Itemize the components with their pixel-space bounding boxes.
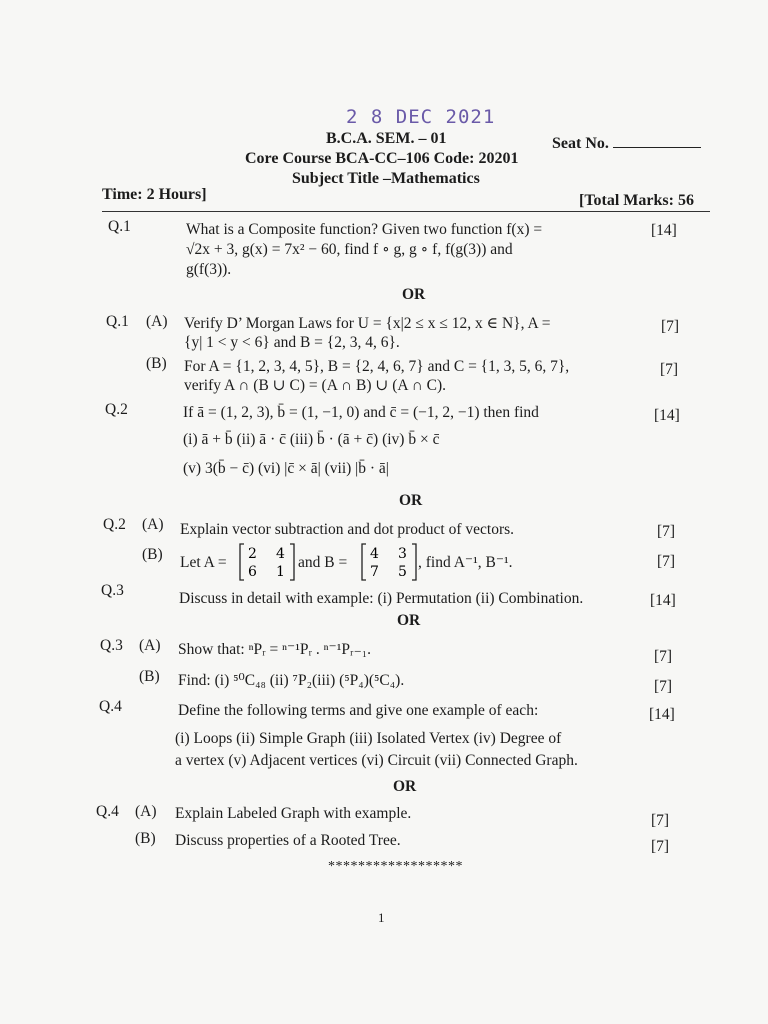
q2-alt-b-post: , find A⁻¹, B⁻¹. — [418, 554, 513, 571]
q4-alt-a-marks: [7] — [651, 812, 670, 829]
q4-line3: a vertex (v) Adjacent vertices (vi) Circuit (vii) Connected Graph. — [175, 752, 578, 769]
q4-alt-b-marks: [7] — [651, 838, 670, 855]
q1-number: Q.1 — [108, 218, 131, 235]
q1-alt-number: Q.1 — [106, 313, 129, 330]
q3-alt-a-label: (A) — [139, 637, 161, 654]
q2-line1: If ā = (1, 2, 3), b̄ = (1, −1, 0) and c̄ = (−1, 2, −1) then find — [183, 404, 539, 421]
or-separator-3: OR — [397, 612, 421, 629]
q1-alt-a-line1: Verify D’ Morgan Laws for U = {x|2 ≤ x ≤ 12, x ∈ N}, A = — [184, 315, 551, 332]
q4-marks: [14] — [649, 706, 675, 723]
q3-alt-a-marks: [7] — [654, 648, 673, 665]
q2-number: Q.2 — [105, 401, 128, 418]
q2-alt-b-label: (B) — [142, 546, 163, 563]
or-separator-4: OR — [393, 778, 417, 795]
matrix-b — [360, 541, 418, 583]
q1-alt-b-marks: [7] — [660, 361, 679, 378]
q3-number: Q.3 — [101, 582, 124, 599]
end-of-paper-stars: ****************** — [328, 859, 463, 874]
page-number: 1 — [378, 910, 385, 925]
matrix-b-cell-11: 4 — [370, 546, 379, 562]
q3-text: Discuss in detail with example: (i) Permutation (ii) Combination. — [179, 590, 584, 607]
q3-alt-number: Q.3 — [100, 637, 123, 654]
q3-marks: [14] — [650, 592, 676, 609]
q1-line2: √2x + 3, g(x) = 7x² − 60, find f ∘ g, g ∘ f, f(g(3)) and — [186, 241, 513, 258]
subject-title: Subject Title –Mathematics — [292, 170, 480, 187]
q1-alt-b-label: (B) — [146, 355, 167, 372]
matrix-a — [238, 541, 296, 583]
matrix-a-cell-12: 4 — [276, 546, 285, 562]
q2-alt-b-pre: Let A = — [180, 554, 227, 571]
q2-alt-a-label: (A) — [142, 516, 164, 533]
total-marks: [Total Marks: 56 — [579, 192, 694, 209]
matrix-a-cell-21: 6 — [248, 564, 257, 580]
q2-marks: [14] — [654, 407, 680, 424]
matrix-b-cell-21: 7 — [370, 564, 379, 580]
q3-alt-b-label: (B) — [139, 668, 160, 685]
q4-alt-a-text: Explain Labeled Graph with example. — [175, 805, 412, 822]
q4-line2: (i) Loops (ii) Simple Graph (iii) Isolated Vertex (iv) Degree of — [175, 730, 562, 747]
or-separator-2: OR — [399, 492, 423, 509]
time-allowed: Time: 2 Hours] — [102, 186, 207, 203]
q2-alt-a-text: Explain vector subtraction and dot product of vectors. — [180, 521, 515, 538]
matrix-a-cell-22: 1 — [276, 564, 285, 580]
q2-alt-a-marks: [7] — [657, 523, 676, 540]
q2-alt-b-mid: and B = — [298, 554, 348, 571]
q4-alt-b-text: Discuss properties of a Rooted Tree. — [175, 832, 401, 849]
q3-alt-b-text: Find: (i) ⁵⁰C₄₈ (ii) ⁷P₂(iii) (⁵P₄)(⁵C₄). — [178, 672, 405, 689]
matrix-b-cell-12: 3 — [398, 546, 407, 562]
q1-line1: What is a Composite function? Given two function f(x) = — [186, 221, 543, 238]
q2-alt-number: Q.2 — [103, 516, 126, 533]
date-stamp: 2 8 DEC 2021 — [346, 106, 496, 128]
matrix-b-cell-22: 5 — [398, 564, 407, 580]
header-divider — [102, 211, 710, 212]
q1-alt-a-marks: [7] — [661, 318, 680, 335]
course-line: Core Course BCA-CC–106 Code: 20201 — [245, 150, 519, 167]
matrix-a-cell-11: 2 — [248, 546, 257, 562]
or-separator-1: OR — [402, 286, 426, 303]
q1-alt-b-line2: verify A ∩ (B ∪ C) = (A ∩ B) ∪ (A ∩ C). — [184, 377, 447, 394]
q4-alt-a-label: (A) — [135, 803, 157, 820]
q1-marks: [14] — [651, 222, 677, 239]
q2-line3: (v) 3(b̄ − c̄) (vi) |c̄ × ā| (vii) |b̄ · ā| — [183, 460, 389, 477]
q3-alt-a-text: Show that: ⁿPᵣ = ⁿ⁻¹Pᵣ . ⁿ⁻¹Pᵣ₋₁. — [178, 641, 372, 658]
q1-line3: g(f(3)). — [186, 261, 232, 278]
q4-alt-b-label: (B) — [135, 830, 156, 847]
q1-alt-a-line2: {y| 1 < y < 6} and B = {2, 3, 4, 6}. — [184, 334, 400, 351]
q4-number: Q.4 — [99, 698, 122, 715]
q4-alt-number: Q.4 — [96, 803, 119, 820]
q2-line2: (i) ā + b̄ (ii) ā · c̄ (iii) b̄ · (ā + c̄) (iv) b̄ × c̄ — [183, 431, 440, 448]
seat-number — [552, 133, 701, 153]
q4-line1: Define the following terms and give one example of each: — [178, 702, 539, 719]
q2-alt-b-marks: [7] — [657, 553, 676, 570]
seat-label: Seat No. — [552, 135, 609, 152]
exam-title: B.C.A. SEM. – 01 — [326, 130, 447, 147]
q1-alt-a-label: (A) — [146, 313, 168, 330]
seat-number-blank — [613, 133, 701, 148]
q1-alt-b-line1: For A = {1, 2, 3, 4, 5}, B = {2, 4, 6, 7} and C = {1, 3, 5, 6, 7}, — [184, 358, 570, 375]
q3-alt-b-marks: [7] — [654, 678, 673, 695]
